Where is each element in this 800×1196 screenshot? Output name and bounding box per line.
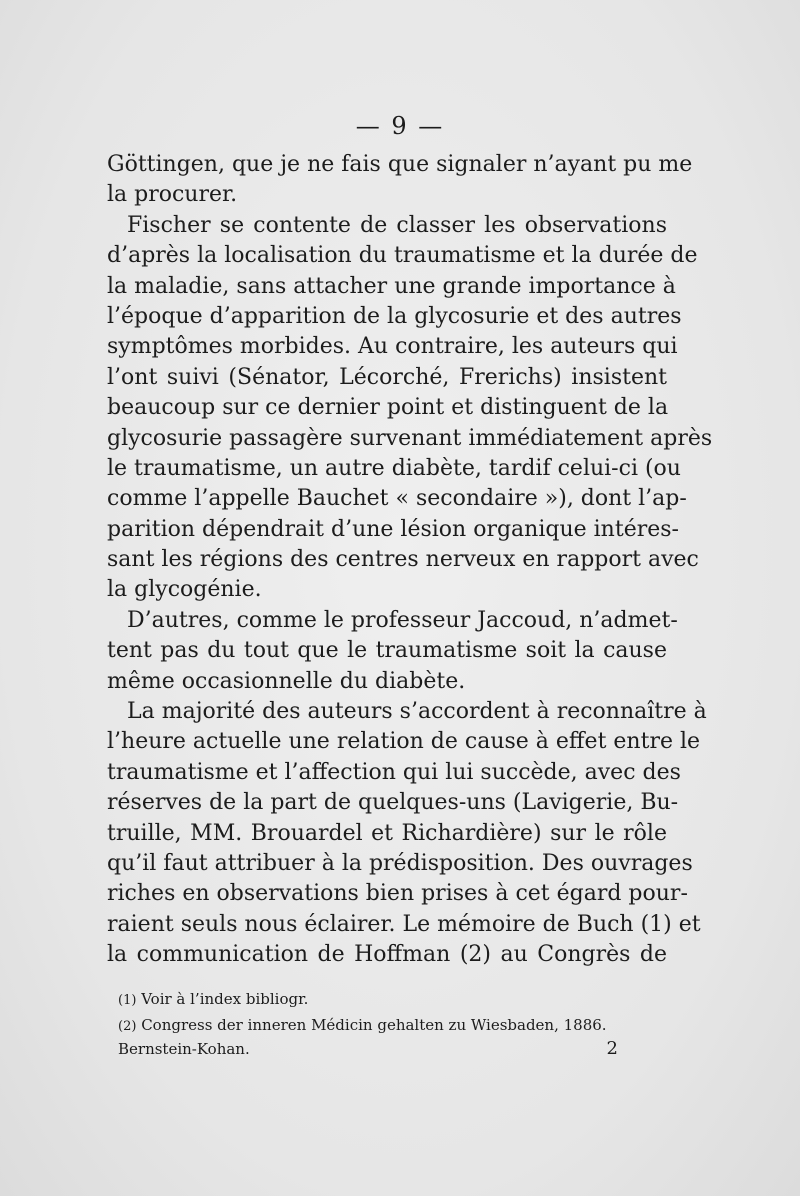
text-line: riches en observations bien prises à cet égard pour- <box>107 881 688 907</box>
text-line: la procurer. <box>107 182 238 208</box>
text-line: tent pas du tout que le traumatisme soit la cause <box>107 638 667 664</box>
text-line: l’ont suivi (Sénator, Lécorché, Frerichs) insistent <box>107 364 667 390</box>
text-line: La majorité des auteurs s’accordent à reconnaître à <box>127 699 707 725</box>
text-line: la maladie, sans attacher une grande importance à <box>107 273 676 299</box>
text-line: qu’il faut attribuer à la prédisposition. Des ouvrages <box>107 850 693 876</box>
text-line: la communication de Hoffman (2) au Congrès de <box>107 942 667 968</box>
text-line: traumatisme et l’affection qui lui succède, avec des <box>107 759 681 785</box>
footnotes <box>118 986 638 1038</box>
text-line: l’époque d’apparition de la glycosurie et des autres <box>107 303 682 329</box>
text-line: sant les régions des centres nerveux en rapport avec <box>107 547 699 573</box>
footnote-1 <box>118 986 638 1012</box>
page-number: — 9 — <box>355 112 445 140</box>
text-line: réserves de la part de quelques-uns (Lavigerie, Bu- <box>107 790 679 816</box>
text-line: truille, MM. Brouardel et Richardière) sur le rôle <box>107 820 667 846</box>
text-line: glycosurie passagère survenant immédiatement après <box>107 425 713 451</box>
footnote-text: Voir à l’index bibliogr. <box>141 990 309 1008</box>
text-line: parition dépendrait d’une lésion organique intéres- <box>107 516 679 542</box>
signature-mark: 2 <box>606 1038 618 1059</box>
footnote-text: Congress der inneren Médicin gehalten zu Wiesbaden, 1886. <box>141 1016 607 1034</box>
body-text <box>107 150 713 971</box>
text-line: Fischer se contente de classer les observations <box>127 212 667 238</box>
text-line: le traumatisme, un autre diabète, tardif celui-ci (ou <box>107 455 681 481</box>
text-line: D’autres, comme le professeur Jaccoud, n’admet- <box>127 607 678 633</box>
footnote-mark: (2) <box>118 1019 137 1034</box>
text-line: d’après la localisation du traumatisme et la durée de <box>107 243 698 269</box>
footnote-mark: (1) <box>118 993 137 1008</box>
text-line: raient seuls nous éclairer. Le mémoire de Buch (1) et <box>107 911 701 937</box>
signature-row <box>118 1036 618 1062</box>
footnote-2 <box>118 1012 638 1038</box>
text-line: comme l’appelle Bauchet « secondaire »), dont l’ap- <box>107 486 687 512</box>
text-line: Göttingen, que je ne fais que signaler n’ayant pu me <box>107 152 693 177</box>
text-line: la glycogénie. <box>107 577 262 603</box>
text-line: l’heure actuelle une relation de cause à effet entre le <box>107 729 701 755</box>
text-line: beaucoup sur ce dernier point et distinguent de la <box>107 395 669 421</box>
text-line: même occasionnelle du diabète. <box>107 668 466 694</box>
text-line: symptômes morbides. Au contraire, les auteurs qui <box>107 334 678 360</box>
author-line: Bernstein-Kohan. <box>118 1040 250 1058</box>
